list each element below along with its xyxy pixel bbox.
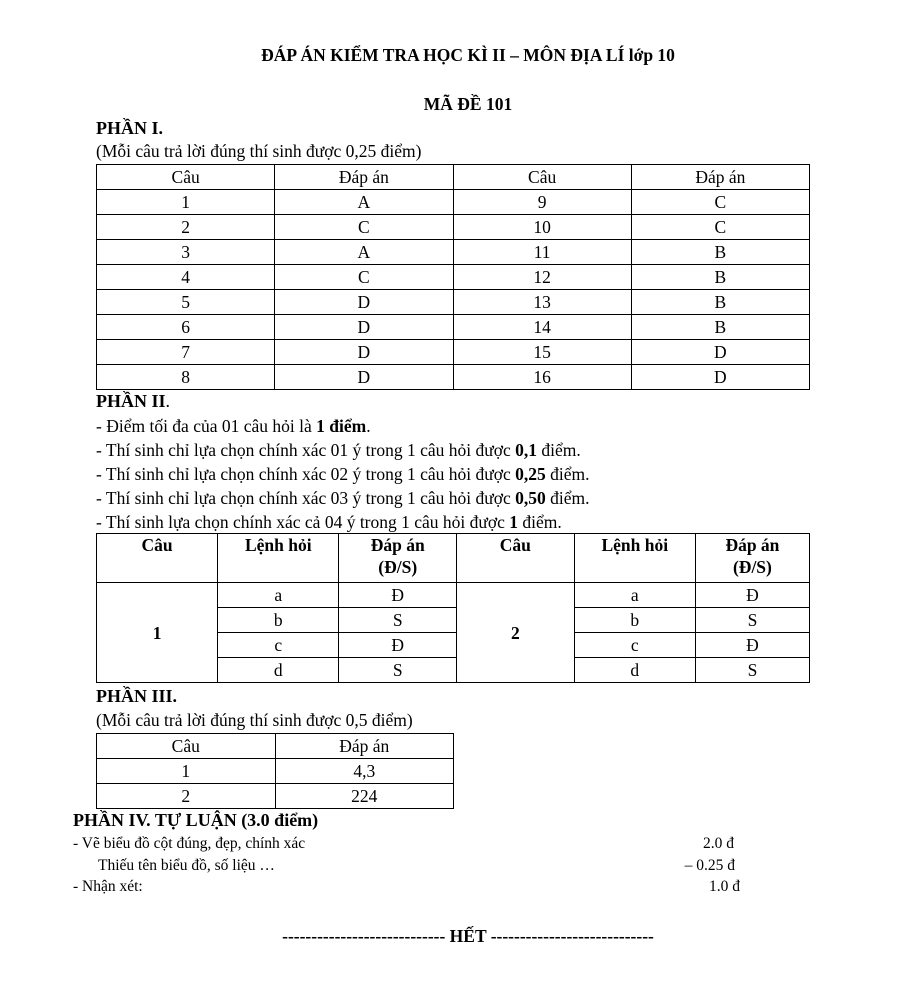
table-cell: C: [631, 215, 809, 240]
rule-text: điểm.: [545, 488, 590, 508]
table-cell: S: [695, 658, 809, 683]
table-cell: a: [218, 583, 339, 608]
table-header-row: [97, 165, 810, 190]
part4-item-label: - Vẽ biểu đồ cột đúng, đẹp, chính xác: [73, 835, 306, 852]
header-cell: Đáp án (Đ/S): [695, 534, 809, 583]
table-cell: S: [695, 608, 809, 633]
header-cell: Đáp án: [275, 165, 453, 190]
part3-heading: PHẦN III.: [96, 686, 178, 706]
part1-heading: PHẦN I.: [96, 118, 163, 138]
header-cell: Câu: [97, 734, 276, 759]
table-cell: 4,3: [275, 759, 454, 784]
rule-text: điểm.: [537, 440, 581, 460]
rule-text: .: [366, 416, 371, 436]
rule-emphasis: 0,1: [515, 440, 538, 460]
table-cell: 2: [97, 215, 275, 240]
table-cell: d: [218, 658, 339, 683]
header-cell: Câu: [97, 534, 218, 583]
part4-item-score: 1.0 đ: [709, 878, 740, 895]
part2-rule-2: [96, 440, 581, 461]
table-cell: A: [275, 190, 453, 215]
table-cell: S: [339, 658, 457, 683]
rule-emphasis: 1 điểm: [316, 416, 367, 436]
table-row: [97, 784, 454, 809]
part3-answer-table: [96, 733, 454, 809]
header-cell: Lệnh hỏi: [574, 534, 695, 583]
table-row: [97, 365, 810, 390]
table-cell: 10: [453, 215, 631, 240]
table-cell: 15: [453, 340, 631, 365]
question-number-cell: 1: [97, 583, 218, 683]
rule-text: điểm.: [518, 512, 562, 532]
header-cell: Câu: [457, 534, 575, 583]
table-cell: D: [275, 290, 453, 315]
header-cell: Đáp án (Đ/S): [339, 534, 457, 583]
table-row: [97, 265, 810, 290]
table-cell: D: [631, 340, 809, 365]
table-cell: 13: [453, 290, 631, 315]
part2-rule-4: [96, 488, 590, 509]
table-row: [97, 315, 810, 340]
question-number-cell: 2: [457, 583, 575, 683]
table-cell: c: [574, 633, 695, 658]
table-cell: 3: [97, 240, 275, 265]
part3-note: (Mỗi câu trả lời đúng thí sinh được 0,5 điểm): [96, 710, 413, 730]
table-cell: B: [631, 265, 809, 290]
rule-text: - Thí sinh lựa chọn chính xác cả 04 ý trong 1 câu hỏi được: [96, 512, 510, 532]
table-cell: 7: [97, 340, 275, 365]
part2-rule-3: [96, 464, 590, 485]
table-row: [97, 340, 810, 365]
table-cell: 5: [97, 290, 275, 315]
part1-note: (Mỗi câu trả lời đúng thí sinh được 0,25 điểm): [96, 141, 422, 161]
part4-item-score: 2.0 đ: [703, 835, 734, 852]
table-cell: 2: [97, 784, 276, 809]
part4-item-label: Thiếu tên biểu đồ, số liệu …: [98, 857, 275, 874]
rule-text: - Điểm tối đa của 01 câu hỏi là: [96, 416, 317, 436]
table-row: [97, 583, 810, 608]
part2-heading-text: PHẦN II: [96, 391, 166, 411]
table-cell: Đ: [339, 633, 457, 658]
table-header-row: [97, 734, 454, 759]
document-title: ĐÁP ÁN KIỂM TRA HỌC KÌ II – MÔN ĐỊA LÍ lớp 10: [261, 45, 675, 65]
table-cell: 224: [275, 784, 454, 809]
table-cell: 6: [97, 315, 275, 340]
table-cell: 9: [453, 190, 631, 215]
table-cell: A: [275, 240, 453, 265]
table-cell: c: [218, 633, 339, 658]
part2-heading: [96, 391, 170, 412]
table-cell: d: [574, 658, 695, 683]
part2-rule-5: [96, 512, 562, 533]
rule-text: - Thí sinh chỉ lựa chọn chính xác 01 ý trong 1 câu hỏi được: [96, 440, 516, 460]
table-cell: 1: [97, 759, 276, 784]
part2-heading-dot: .: [165, 391, 171, 411]
table-cell: b: [218, 608, 339, 633]
rule-emphasis: 0,25: [515, 464, 546, 484]
header-cell: Lệnh hỏi: [218, 534, 339, 583]
table-cell: Đ: [695, 633, 809, 658]
table-row: [97, 290, 810, 315]
part2-rule-1: [96, 416, 371, 437]
table-cell: C: [631, 190, 809, 215]
table-cell: a: [574, 583, 695, 608]
part2-answer-table: [96, 533, 810, 683]
table-cell: D: [275, 315, 453, 340]
table-header-row: [97, 534, 810, 583]
header-cell: Câu: [453, 165, 631, 190]
header-cell: Câu: [97, 165, 275, 190]
table-cell: D: [275, 340, 453, 365]
table-cell: Đ: [695, 583, 809, 608]
rule-text: - Thí sinh chỉ lựa chọn chính xác 03 ý trong 1 câu hỏi được: [96, 488, 516, 508]
part4-item-score: – 0.25 đ: [684, 857, 735, 874]
table-cell: Đ: [339, 583, 457, 608]
table-row: [97, 190, 810, 215]
table-cell: C: [275, 265, 453, 290]
header-cell: Đáp án: [631, 165, 809, 190]
end-marker: ---------------------------- HẾT ----------------------------: [282, 926, 654, 946]
rule-emphasis: 0,50: [515, 488, 546, 508]
table-cell: 14: [453, 315, 631, 340]
table-cell: 12: [453, 265, 631, 290]
table-cell: B: [631, 290, 809, 315]
rule-text: điểm.: [545, 464, 590, 484]
table-cell: 4: [97, 265, 275, 290]
table-cell: C: [275, 215, 453, 240]
table-cell: 1: [97, 190, 275, 215]
table-row: [97, 759, 454, 784]
table-cell: B: [631, 240, 809, 265]
part4-item-label: - Nhận xét:: [73, 878, 143, 895]
rule-text: - Thí sinh chỉ lựa chọn chính xác 02 ý trong 1 câu hỏi được: [96, 464, 516, 484]
table-cell: D: [631, 365, 809, 390]
table-cell: 16: [453, 365, 631, 390]
table-cell: S: [339, 608, 457, 633]
table-cell: B: [631, 315, 809, 340]
table-cell: b: [574, 608, 695, 633]
table-cell: 8: [97, 365, 275, 390]
table-row: [97, 240, 810, 265]
table-cell: 11: [453, 240, 631, 265]
part4-heading: PHẦN IV. TỰ LUẬN (3.0 điểm): [73, 810, 319, 830]
table-row: [97, 215, 810, 240]
header-cell: Đáp án: [275, 734, 454, 759]
table-cell: D: [275, 365, 453, 390]
part1-answer-table: [96, 164, 810, 390]
rule-emphasis: 1: [509, 512, 519, 532]
exam-code: MÃ ĐỀ 101: [423, 94, 513, 114]
